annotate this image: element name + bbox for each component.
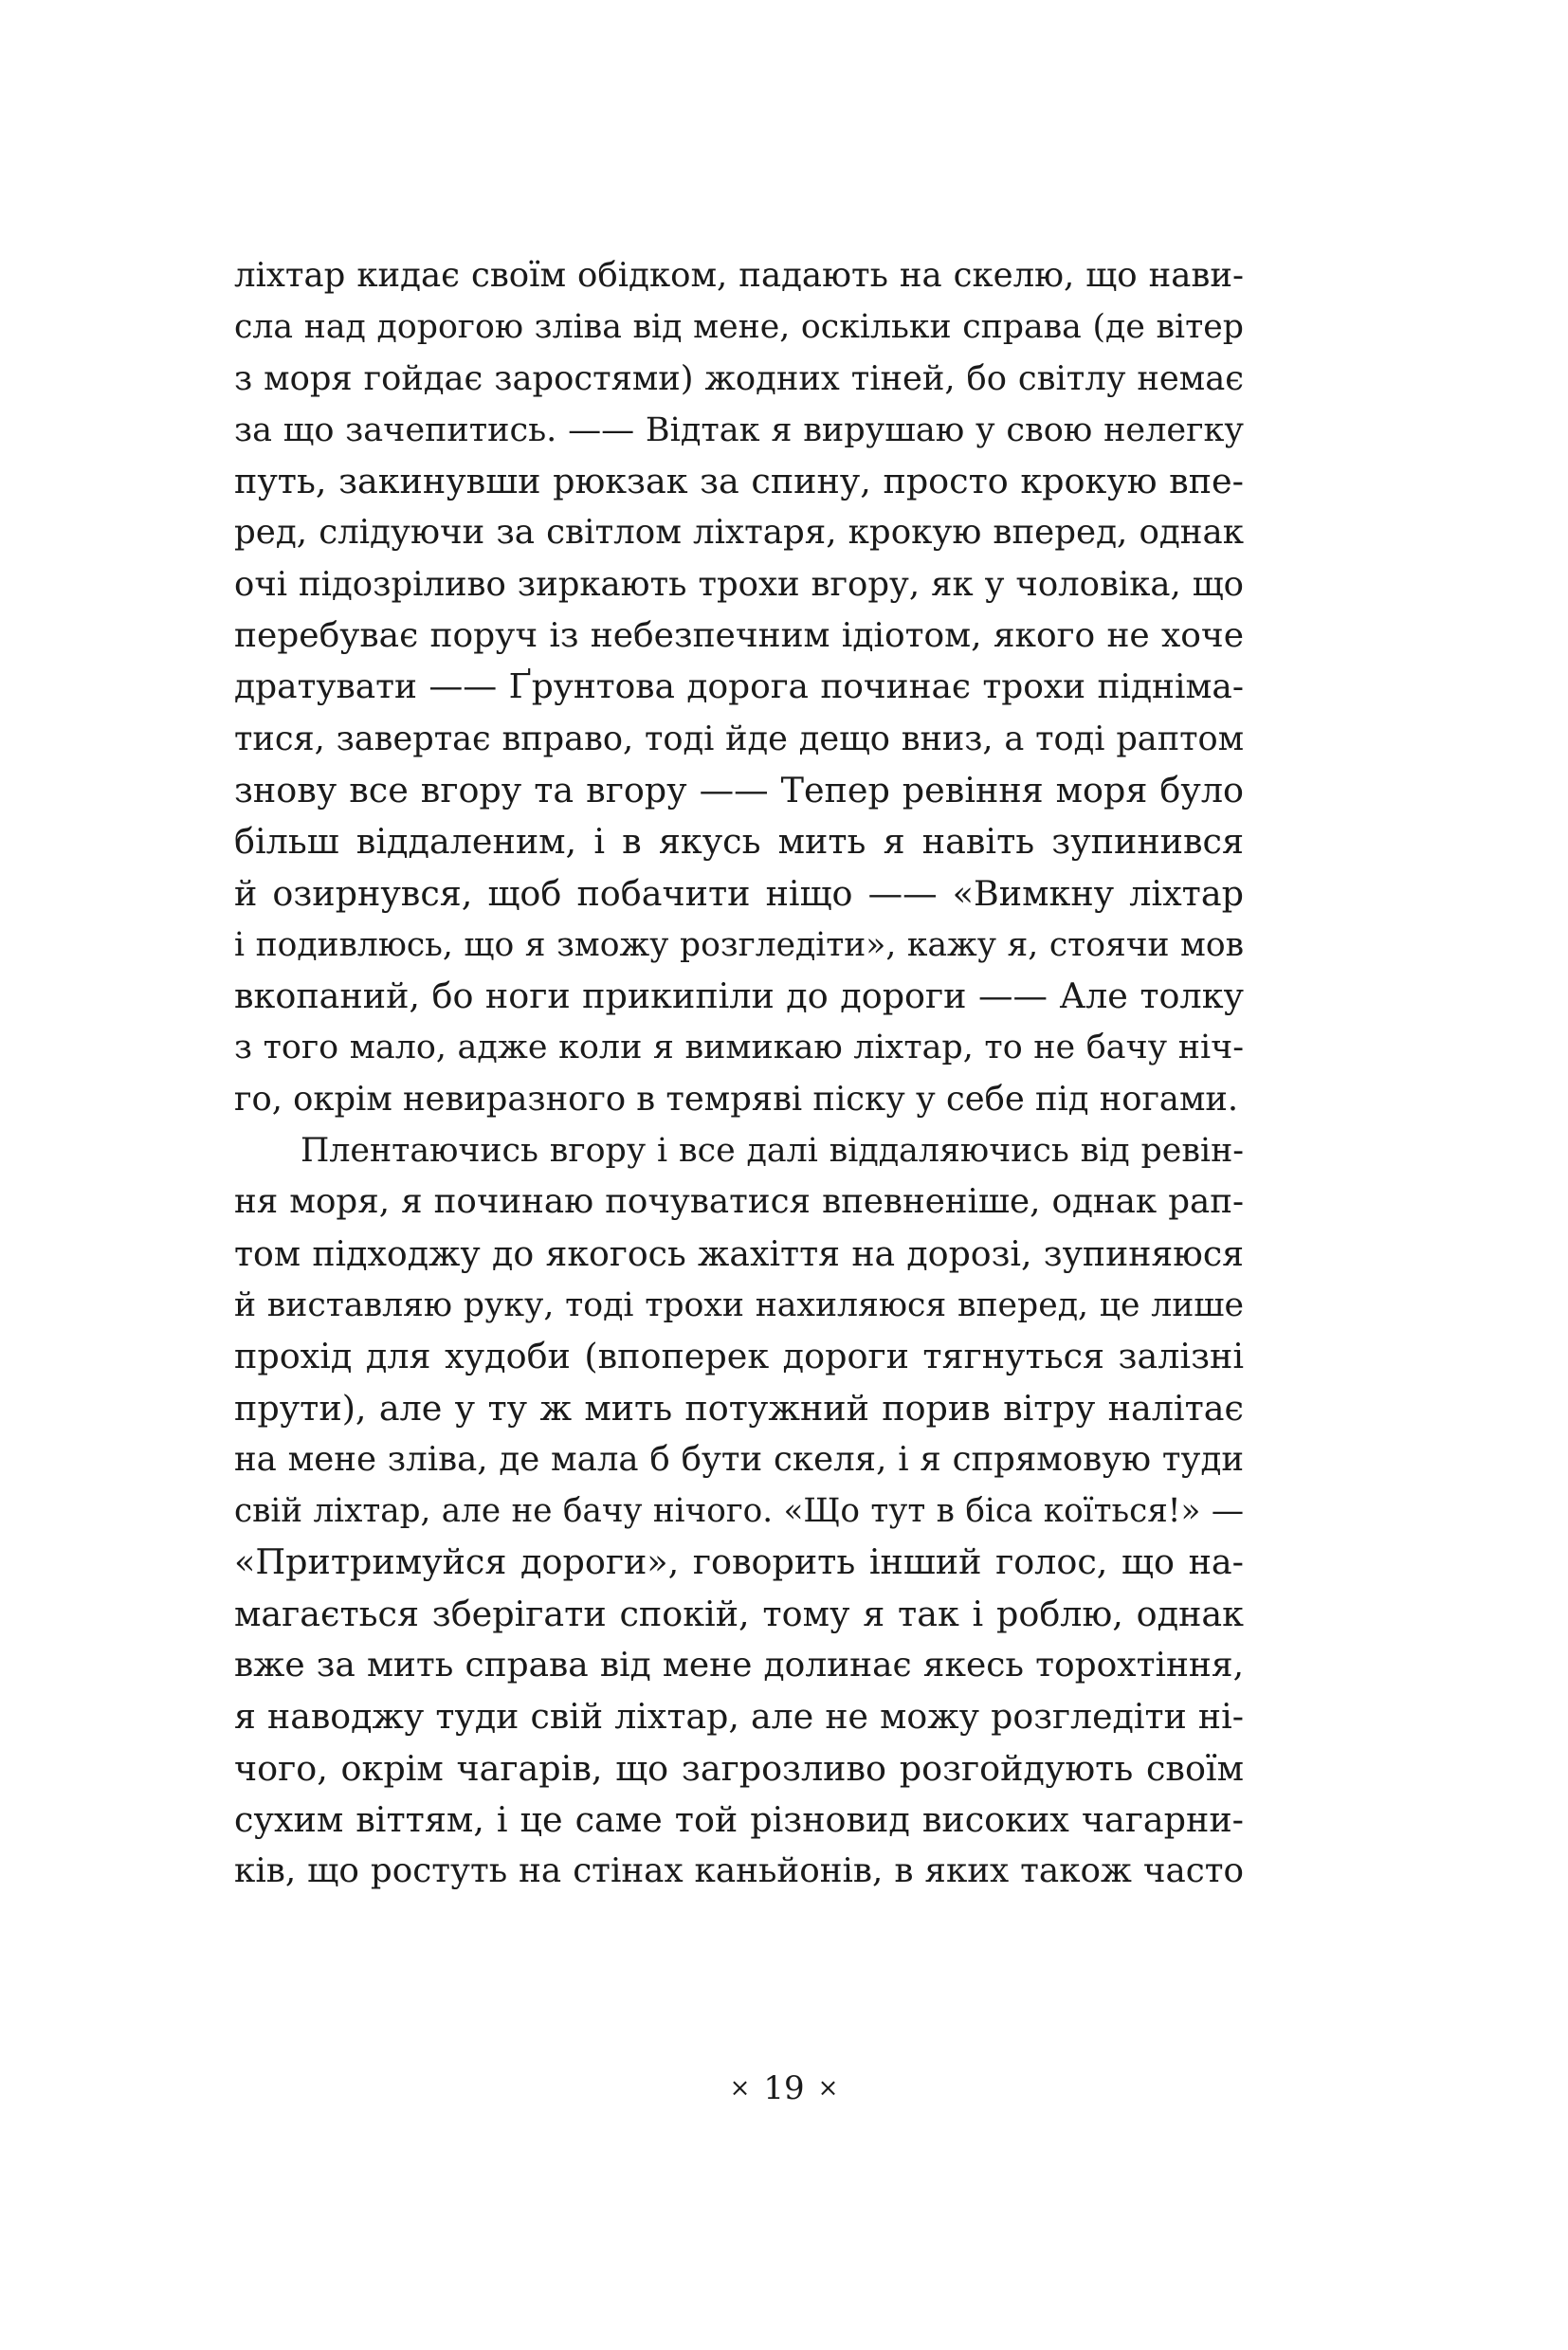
text-line: знову все вгору та вгору —— Тепер ревіння моря було [234, 769, 1244, 811]
text-line: чого, окрім чагарів, що загрозливо розгойдують своїм [234, 1747, 1244, 1789]
text-line: ків, що ростуть на стінах каньйонів, в яких також часто [234, 1851, 1244, 1891]
folio-ornament-right: × [817, 2074, 839, 2103]
text-line: з моря гойдає заростями) жодних тіней, бо світлу немає [234, 358, 1244, 398]
text-line: вже за мить справа від мене долинає якесь торохтіння, [234, 1646, 1244, 1685]
text-line: дратувати —— Ґрунтова дорога починає трохи підніма- [234, 667, 1244, 707]
text-line: сухим віттям, і це саме той різновид високих чагарни- [234, 1798, 1244, 1840]
text-line: з того мало, адже коли я вимикаю ліхтар, то не бачу ніч- [234, 1029, 1244, 1067]
page-number: 19 [763, 2069, 805, 2107]
text-line: магається зберігати спокій, тому я так і роблю, однак [234, 1593, 1244, 1634]
folio-ornament-left: × [729, 2074, 751, 2103]
text-line: очі підозріливо зиркають трохи вгору, як у чоловіка, що [234, 564, 1244, 604]
paragraph-1 [234, 250, 1244, 1125]
text-line: й виставляю руку, тоді трохи нахиляюся вперед, це лише [234, 1285, 1244, 1324]
text-line: Плентаючись вгору і все далі віддаляючись від ревін- [301, 1132, 1244, 1171]
text-line: вкопаний, бо ноги прикипіли до дороги —— Але толку [234, 975, 1244, 1017]
text-line: прути), але у ту ж мить потужний порив вітру налітає [234, 1387, 1244, 1429]
body-text [234, 250, 1244, 1898]
text-line: «Притримуйся дороги», говорить інший голос, що на- [234, 1541, 1244, 1583]
page-number-footer [0, 2069, 1568, 2107]
text-line: тися, завертає вправо, тоді йде дещо вниз, а тоді раптом [234, 719, 1244, 758]
text-line: том підходжу до якогось жахіття на дорозі, зупиняюся [234, 1232, 1244, 1274]
text-line: ліхтар кидає своїм обідком, падають на скелю, що нави- [234, 256, 1244, 295]
text-line: на мене зліва, де мала б бути скеля, і я спрямовую туди [234, 1439, 1244, 1479]
text-line: й озирнувся, щоб побачити ніщо —— «Вимкну ліхтар [234, 872, 1244, 914]
text-line: за що зачепитись. —— Відтак я вирушаю у свою нелегку [234, 410, 1244, 449]
text-line: я наводжу туди свій ліхтар, але не можу розгледіти ні- [234, 1696, 1244, 1738]
text-line: прохід для худоби (впоперек дороги тягнуться залізні [234, 1336, 1244, 1377]
text-line: перебуває поруч із небезпечним ідіотом, якого не хоче [234, 616, 1244, 656]
text-line: путь, закинувши рюкзак за спину, просто крокую впе- [234, 461, 1244, 502]
text-line: ня моря, я починаю почуватися впевненіше, однак рап- [234, 1182, 1244, 1222]
text-line: ред, слідуючи за світлом ліхтаря, крокую вперед, однак [234, 513, 1244, 553]
text-line: свій ліхтар, але не бачу нічого. «Що тут в біса коїться!» — [234, 1492, 1244, 1531]
text-line: го, окрім невиразного в темряві піску у себе під ногами. [234, 1079, 1239, 1119]
text-line: і подивлюсь, що я зможу розгледіти», кажу я, стоячи мов [234, 925, 1244, 964]
paragraph-2 [234, 1125, 1244, 1897]
text-line: більш віддаленим, і в якусь мить я навіть зупинився [234, 821, 1244, 863]
text-line: сла над дорогою зліва від мене, оскільки справа (де вітер [234, 308, 1244, 347]
